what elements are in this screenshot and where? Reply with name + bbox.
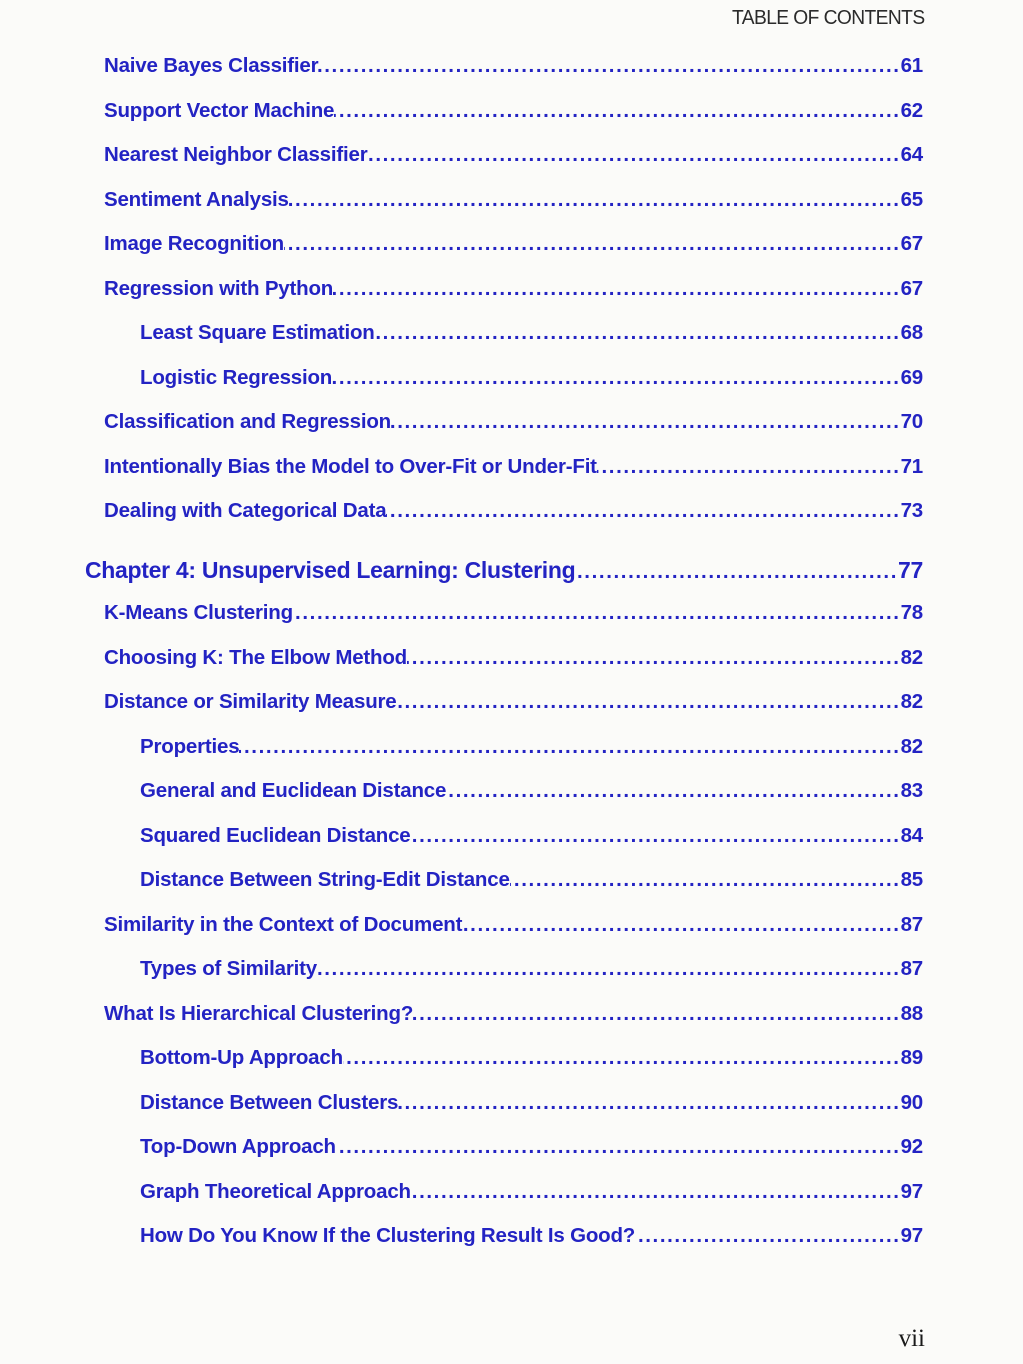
toc-entry-page-number: 85 [900,868,923,891]
toc-entry [0,957,923,1002]
toc-entry-page-number: 61 [900,54,923,77]
toc-entry-page-number: 87 [900,912,923,936]
toc-entry-label: Naive Bayes Classifier [104,54,319,77]
toc-entry-page-number: 89 [900,1046,923,1069]
toc-entry-label: Support Vector Machine [104,98,335,122]
toc-entry-dot-leader [333,277,900,301]
toc-entry-dot-leader [391,410,901,434]
toc-entry-label: Distance Between String-Edit Distance [140,868,510,891]
toc-entry-dot-leader [318,54,900,78]
toc-entry-dot-leader [446,779,900,803]
toc-entry [0,1046,923,1091]
toc-entry-label: Dealing with Categorical Data [104,499,387,522]
toc-entry-label: Least Square Estimation [140,321,375,344]
toc-entry-page-number: 71 [900,454,923,478]
toc-entry [0,188,923,233]
toc-entry-dot-leader [334,99,900,123]
toc-entry-label: Chapter 4: Unsupervised Learning: Clustering [85,556,576,583]
toc-entry-dot-leader [239,735,900,759]
toc-entry-label: Sentiment Analysis [104,187,289,211]
toc-entry-label: Properties [140,734,240,758]
toc-entry-label: K-Means Clustering [104,601,293,624]
toc-entry [0,143,923,188]
toc-entry-dot-leader [597,455,901,479]
toc-entry-dot-leader [386,499,900,523]
toc-entry [0,1135,923,1180]
toc-entry [0,824,923,869]
toc-entry [0,410,923,455]
toc-entry-label: Types of Similarity [140,957,317,980]
toc-entry-page-number: 68 [900,321,923,344]
toc-entry-label: Similarity in the Context of Document [104,912,463,936]
toc-entry [0,232,923,277]
toc-entry-label: Regression with Python [104,276,334,300]
toc-entry-label: Distance or Similarity Measure [104,690,397,713]
toc-entry-dot-leader [575,557,898,584]
page-header-title: TABLE OF CONTENTS [732,7,925,29]
toc-entry [0,1002,923,1047]
toc-entry-label: Choosing K: The Elbow Method [104,645,408,669]
toc-entry-page-number: 78 [900,601,923,624]
toc-entry-page-number: 97 [900,1224,923,1247]
toc-entry [0,499,923,544]
toc-entry-dot-leader [343,1046,901,1070]
toc-entry-page-number: 69 [900,365,923,389]
toc-entry [0,868,923,913]
toc-entry-dot-leader [336,1135,901,1159]
toc-entry-page-number: 82 [900,690,923,713]
toc-entry-dot-leader [289,188,901,212]
toc-entry-label: Distance Between Clusters [140,1090,399,1114]
toc-entry-page-number: 83 [900,779,923,802]
toc-entry-page-number: 70 [900,410,923,433]
toc-entry [0,779,923,824]
toc-entry-page-number: 87 [900,957,923,980]
toc-entry [0,1224,923,1269]
toc-entry [0,646,923,691]
toc-entry-page-number: 90 [900,1090,923,1114]
toc-entry-dot-leader [462,913,900,937]
toc-entry-dot-leader [411,1180,901,1204]
toc-entry [0,735,923,780]
toc-entry-label: Classification and Regression [104,410,391,433]
toc-entry-label: Squared Euclidean Distance [140,823,411,847]
toc-entry [0,557,923,602]
toc-entry-dot-leader [293,601,901,625]
toc-entry-dot-leader [317,957,901,981]
page-number: vii [898,1325,925,1352]
toc-entry-label: Nearest Neighbor Classifier [104,143,368,166]
toc-entry [0,690,923,735]
toc-entry [0,99,923,144]
toc-entry-page-number: 64 [900,143,923,166]
toc-entry-dot-leader [510,868,901,892]
toc-entry-page-number: 77 [898,556,923,583]
toc-entry-label: Bottom-Up Approach [140,1046,343,1069]
toc-entry-label: How Do You Know If the Clustering Result Is Good? [140,1224,636,1247]
toc-entry-page-number: 92 [900,1135,923,1158]
toc-entry-label: Graph Theoretical Approach [140,1179,411,1203]
toc-entry-page-number: 82 [900,734,923,758]
toc-entry [0,1091,923,1136]
toc-entry-dot-leader [367,143,900,167]
toc-entry-page-number: 67 [900,232,923,255]
toc-entry-page-number: 97 [900,1179,923,1203]
toc-entry-label: Image Recognition [104,232,284,255]
toc-entry-dot-leader [397,690,901,714]
toc-entry-dot-leader [284,232,901,256]
toc-entry-page-number: 73 [900,499,923,522]
toc-entry-label: General and Euclidean Distance [140,779,447,802]
toc-entry-label: Logistic Regression [140,365,333,389]
toc-entry-label: Intentionally Bias the Model to Over-Fit or Under-Fit [104,454,597,478]
toc-list [0,54,1023,1269]
toc-entry-dot-leader [407,646,901,670]
toc-entry-page-number: 67 [900,276,923,300]
toc-entry-page-number: 62 [900,98,923,122]
toc-entry [0,601,923,646]
toc-entry [0,913,923,958]
toc-entry-page-number: 65 [900,187,923,211]
toc-entry-dot-leader [635,1224,900,1248]
toc-entry-dot-leader [398,1091,900,1115]
toc-entry [0,366,923,411]
toc-entry-page-number: 82 [900,645,923,669]
toc-entry-dot-leader [411,824,901,848]
toc-entry-label: What Is Hierarchical Clustering? [104,1001,414,1025]
toc-entry-page-number: 88 [900,1001,923,1025]
toc-entry-page-number: 84 [900,823,923,847]
toc-entry-dot-leader [375,321,901,345]
toc-entry [0,321,923,366]
toc-entry-label: Top-Down Approach [140,1135,336,1158]
toc-entry [0,54,923,99]
toc-entry [0,1180,923,1225]
toc-entry-dot-leader [332,366,900,390]
toc-entry [0,455,923,500]
toc-entry [0,277,923,322]
toc-entry-dot-leader [413,1002,900,1026]
